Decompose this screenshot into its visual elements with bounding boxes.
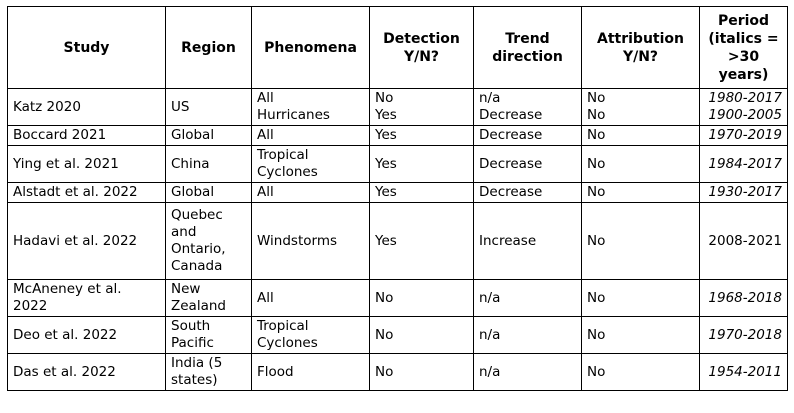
table-row xyxy=(8,146,788,183)
cell-trend-line: Decrease xyxy=(479,107,543,123)
cell-trend-line: n/a xyxy=(479,90,501,106)
cell-phenomena: Windstorms xyxy=(252,203,370,280)
cell-period: 1984-2017 xyxy=(700,146,788,183)
cell-phenomena: All xyxy=(252,183,370,203)
cell-attribution: No xyxy=(582,183,700,203)
cell-phenomena xyxy=(252,89,370,126)
cell-detection: No xyxy=(370,317,474,354)
header-row xyxy=(8,7,788,89)
cell-region: South Pacific xyxy=(166,317,252,354)
cell-trend: Increase xyxy=(474,203,582,280)
cell-attribution: No xyxy=(582,280,700,317)
cell-phenomena: Tropical Cyclones xyxy=(252,146,370,183)
table-row xyxy=(8,354,788,391)
cell-study: Ying et al. 2021 xyxy=(8,146,166,183)
cell-trend xyxy=(474,89,582,126)
cell-attribution: No xyxy=(582,317,700,354)
cell-detection xyxy=(370,89,474,126)
cell-region: India (5 states) xyxy=(166,354,252,391)
table-row xyxy=(8,89,788,126)
cell-phenomena: All xyxy=(252,280,370,317)
cell-attribution: No xyxy=(582,354,700,391)
cell-study: Alstadt et al. 2022 xyxy=(8,183,166,203)
cell-attribution-line: No xyxy=(587,90,606,106)
cell-study: Boccard 2021 xyxy=(8,126,166,146)
cell-trend: Decrease xyxy=(474,146,582,183)
header-attribution: Attribution Y/N? xyxy=(582,7,700,89)
header-region: Region xyxy=(166,7,252,89)
cell-trend: n/a xyxy=(474,280,582,317)
cell-period-line: 1900-2005 xyxy=(708,107,782,123)
cell-period: 1970-2018 xyxy=(700,317,788,354)
cell-detection: Yes xyxy=(370,183,474,203)
cell-period: 1930-2017 xyxy=(700,183,788,203)
cell-region: Global xyxy=(166,126,252,146)
cell-detection-line: No xyxy=(375,90,394,106)
cell-attribution: No xyxy=(582,203,700,280)
cell-region: US xyxy=(166,89,252,126)
header-phenomena: Phenomena xyxy=(252,7,370,89)
cell-phenomena: Tropical Cyclones xyxy=(252,317,370,354)
cell-phenomena: Flood xyxy=(252,354,370,391)
table-row xyxy=(8,203,788,280)
cell-phenomena-line: Hurricanes xyxy=(257,107,330,123)
cell-phenomena-line: All xyxy=(257,90,274,106)
cell-region: Global xyxy=(166,183,252,203)
cell-phenomena: All xyxy=(252,126,370,146)
cell-detection: Yes xyxy=(370,126,474,146)
table-row xyxy=(8,280,788,317)
cell-trend: n/a xyxy=(474,354,582,391)
cell-detection: Yes xyxy=(370,203,474,280)
cell-study: Das et al. 2022 xyxy=(8,354,166,391)
header-study: Study xyxy=(8,7,166,89)
cell-study: McAneney et al. 2022 xyxy=(8,280,166,317)
cell-attribution: No xyxy=(582,126,700,146)
cell-period: 2008-2021 xyxy=(700,203,788,280)
cell-study: Deo et al. 2022 xyxy=(8,317,166,354)
cell-region: China xyxy=(166,146,252,183)
cell-detection-line: Yes xyxy=(375,107,397,123)
cell-region: New Zealand xyxy=(166,280,252,317)
cell-attribution: No xyxy=(582,146,700,183)
table-row xyxy=(8,317,788,354)
cell-trend: Decrease xyxy=(474,126,582,146)
cell-period: 1970-2019 xyxy=(700,126,788,146)
cell-detection: Yes xyxy=(370,146,474,183)
cell-attribution xyxy=(582,89,700,126)
header-period: Period (italics = >30 years) xyxy=(700,7,788,89)
cell-study: Hadavi et al. 2022 xyxy=(8,203,166,280)
header-detection: Detection Y/N? xyxy=(370,7,474,89)
cell-study: Katz 2020 xyxy=(8,89,166,126)
cell-trend: Decrease xyxy=(474,183,582,203)
cell-period: 1968-2018 xyxy=(700,280,788,317)
cell-period-line: 1980-2017 xyxy=(708,90,782,106)
cell-period xyxy=(700,89,788,126)
table-row xyxy=(8,126,788,146)
header-trend: Trend direction xyxy=(474,7,582,89)
table-row xyxy=(8,183,788,203)
cell-attribution-line: No xyxy=(587,107,606,123)
cell-period: 1954-2011 xyxy=(700,354,788,391)
cell-detection: No xyxy=(370,280,474,317)
cell-detection: No xyxy=(370,354,474,391)
studies-table xyxy=(7,6,788,391)
cell-trend: n/a xyxy=(474,317,582,354)
cell-region: Quebec and Ontario, Canada xyxy=(166,203,252,280)
